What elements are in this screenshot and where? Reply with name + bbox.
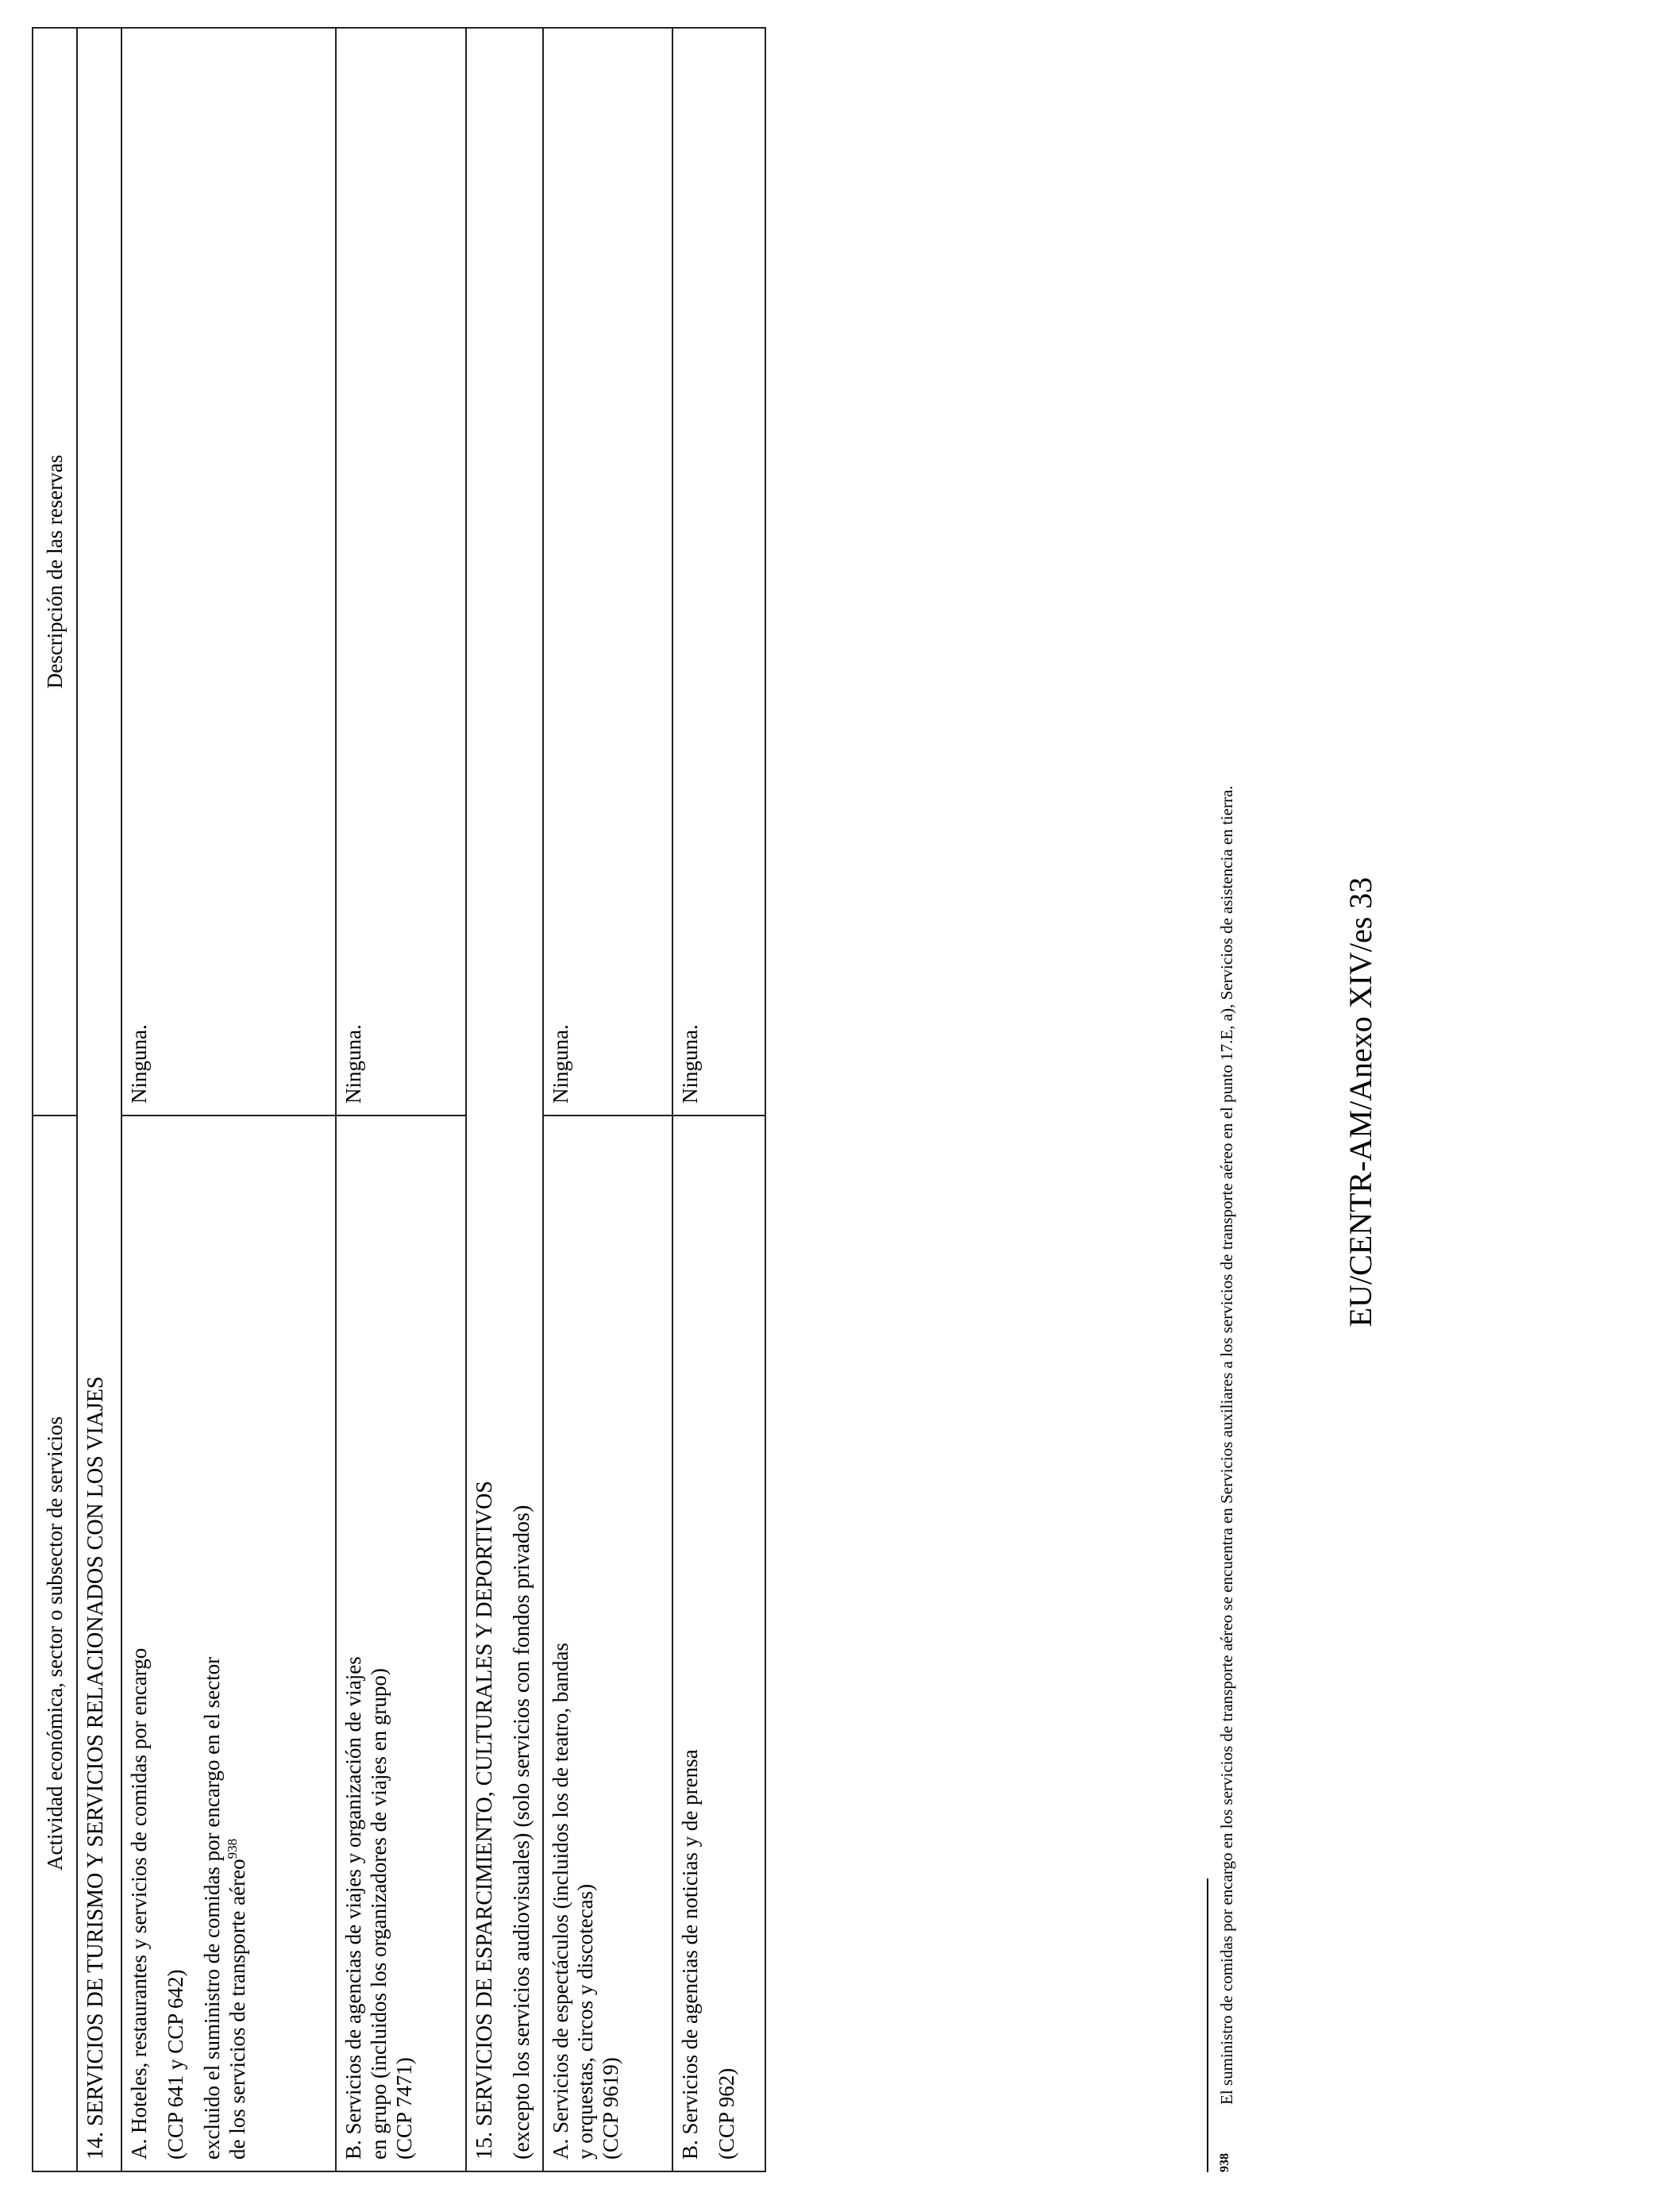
table-row xyxy=(543,28,672,2171)
footnote-divider xyxy=(1207,1878,1208,2172)
reservation-cell: Ninguna. xyxy=(336,28,465,1115)
sector-cell xyxy=(672,1115,765,2171)
sector-line: A. Hoteles, restaurantes y servicios de comidas por encargo xyxy=(127,1647,152,2160)
header-description: Descripción de las reservas xyxy=(33,28,77,1115)
sector-line xyxy=(225,1127,251,2160)
sector-line: B. Servicios de agencias de viajes y organización de viajes xyxy=(341,1656,366,2160)
header-sector: Actividad económica, sector o subsector de servicios xyxy=(33,1115,77,2171)
sector-line: B. Servicios de agencias de noticias y de prensa xyxy=(677,1749,702,2160)
reservation-cell: Ninguna. xyxy=(543,28,672,1115)
reservations-table xyxy=(32,27,766,2172)
footnote-reference: 938 xyxy=(224,1838,240,1859)
sector-code: (CCP 7471) xyxy=(392,2057,417,2160)
table-header-row xyxy=(33,28,77,2171)
footnote xyxy=(1217,29,1237,2172)
footnote-number: 938 xyxy=(1218,2153,1231,2172)
sector-cell xyxy=(543,1115,672,2171)
reservation-cell: Ninguna. xyxy=(121,28,336,1115)
sector-code: (CCP 962) xyxy=(714,2067,738,2160)
footnote-text: El suministro de comidas por encargo en los servicios de transporte aéreo se encuentra en Servicios auxiliares a los servicios de transporte aéreo en el punto 17.E, a), Servicios de asistencia en tierra. xyxy=(1217,785,1236,2105)
section-heading-row xyxy=(77,28,121,2171)
sector-code: (CCP 641 y CCP 642) xyxy=(164,1969,188,2160)
sector-code: (CCP 9619) xyxy=(599,2057,623,2160)
sector-cell xyxy=(121,1115,336,2171)
sector-cell xyxy=(336,1115,465,2171)
sector-line: A. Servicios de espectáculos (incluidos los de teatro, bandas xyxy=(548,1643,572,2160)
section-14-title: 14. SERVICIOS DE TURISMO Y SERVICIOS RELACIONADOS CON LOS VIAJES xyxy=(77,28,121,2171)
section-15-title: 15. SERVICIOS DE ESPARCIMIENTO, CULTURALES Y DEPORTIVOS xyxy=(472,1481,497,2160)
table-row xyxy=(672,28,765,2171)
section-heading-row xyxy=(466,28,543,2171)
table-row xyxy=(336,28,465,2171)
section-15-heading xyxy=(466,28,543,2171)
section-15-subtitle: (excepto los servicios audiovisuales) (solo servicios con fondos privados) xyxy=(509,1505,534,2160)
document-reference: EU/CENTR-AM/Anexo XIV/es 33 xyxy=(1343,877,1378,1327)
sector-line: y orquestas, circos y discotecas) xyxy=(573,1883,598,2160)
table-row xyxy=(121,28,336,2171)
sector-line: en grupo (incluidos los organizadores de viajes en grupo) xyxy=(367,1668,391,2160)
reservation-cell: Ninguna. xyxy=(672,28,765,1115)
sector-line-text: de los servicios de transporte aéreo xyxy=(225,1859,249,2160)
sector-line: excluido el suministro de comidas por encargo en el sector xyxy=(199,1656,224,2160)
